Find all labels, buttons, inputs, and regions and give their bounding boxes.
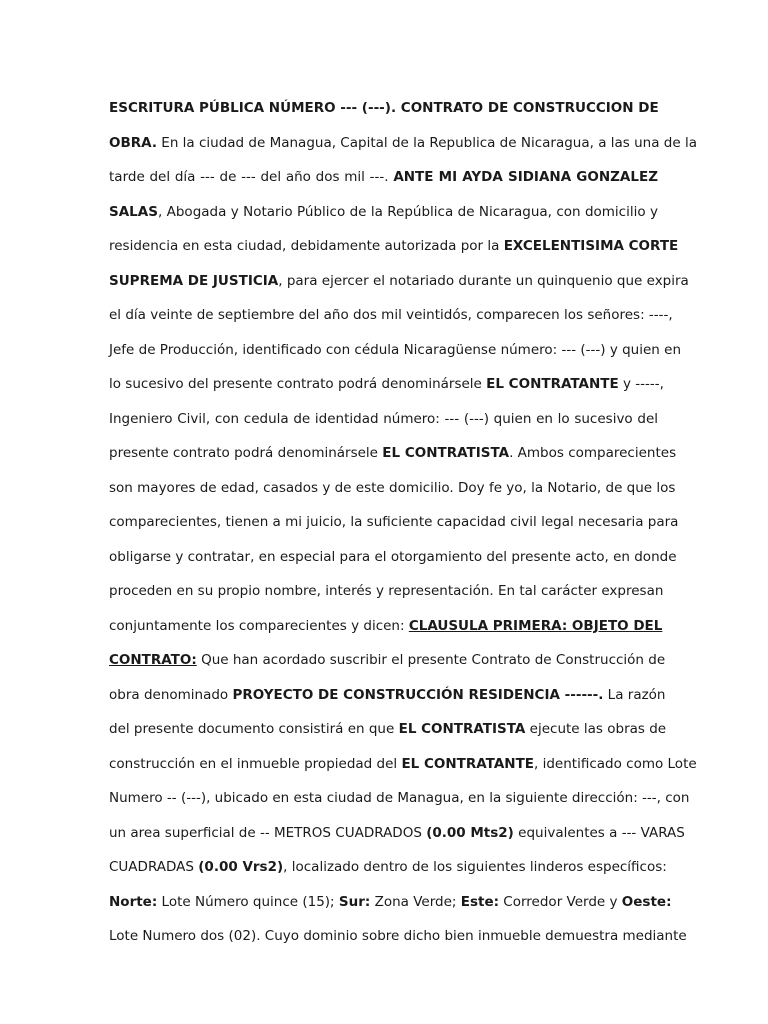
text-line	[109, 266, 689, 301]
text-line	[109, 818, 685, 853]
text-segment: comparecientes, tienen a mi juicio, la suficiente capacidad civil legal necesaria para	[109, 514, 679, 530]
text-line	[109, 93, 658, 128]
text-segment: son mayores de edad, casados y de este domicilio. Doy fe yo, la Notario, de que los	[109, 479, 676, 496]
text-line	[109, 576, 664, 611]
text-line	[109, 611, 663, 646]
text-segment: Lote Número quince (15);	[157, 893, 339, 910]
text-segment: presente contrato podrá denominársele	[109, 445, 383, 461]
text-line	[109, 542, 677, 577]
text-segment: obra denominado	[109, 686, 233, 703]
text-line	[109, 404, 658, 439]
text-segment: del presente documento consistirá en que	[109, 721, 399, 737]
bold-text-segment: Norte:	[109, 893, 158, 910]
bold-text-segment: PROYECTO DE CONSTRUCCIÓN RESIDENCIA ------.	[232, 686, 604, 703]
bold-text-segment: (0.00 Vrs2)	[198, 859, 284, 875]
text-line	[109, 369, 664, 404]
bold-text-segment: OBRA.	[109, 134, 157, 151]
bold-text-segment: CLAUSULA PRIMERA: OBJETO DEL	[408, 617, 663, 634]
text-line	[109, 645, 666, 680]
text-line	[109, 197, 658, 232]
text-segment: Jefe de Producción, identificado con cédula Nicaragüense número: --- (---) y quien en	[109, 341, 682, 358]
bold-text-segment: ANTE MI AYDA SIDIANA GONZALEZ	[393, 169, 658, 185]
text-segment: Lote Numero dos (02). Cuyo dominio sobre dicho bien inmueble demuestra mediante	[109, 928, 687, 944]
text-segment: lo sucesivo del presente contrato podrá denominársele	[109, 376, 487, 392]
bold-text-segment: EL CONTRATISTA	[382, 445, 510, 461]
text-line	[109, 507, 679, 542]
bold-text-segment: SUPREMA DE JUSTICIA	[109, 272, 279, 289]
text-segment: tarde del día --- de --- del año dos mil ---.	[109, 169, 394, 185]
bold-text-segment: EL CONTRATANTE	[401, 755, 535, 772]
bold-text-segment: EL CONTRATISTA	[398, 721, 526, 737]
text-segment: un area superficial de -- METROS CUADRADOS	[109, 824, 427, 841]
text-segment: En la ciudad de Managua, Capital de la Republica de Nicaragua, a las una de la	[157, 134, 697, 151]
bold-text-segment: Sur:	[338, 893, 371, 910]
text-segment: , para ejercer el notariado durante un quinquenio que expira	[278, 272, 689, 289]
text-segment: el día veinte de septiembre del año dos mil veintidós, comparecen los señores: ----,	[109, 307, 673, 323]
text-line	[109, 852, 667, 887]
text-segment: , identificado como Lote	[534, 755, 697, 772]
text-segment: Que han acordado suscribir el presente Contrato de Construcción de	[196, 652, 666, 668]
text-line	[109, 749, 697, 784]
text-line	[109, 438, 677, 473]
bold-text-segment: Este:	[460, 893, 500, 910]
text-line	[109, 783, 690, 818]
text-segment: La razón	[603, 686, 666, 703]
text-segment: conjuntamente los comparecientes y dicen:	[109, 617, 409, 634]
bold-text-segment: EXCELENTISIMA CORTE	[503, 238, 679, 254]
text-line	[109, 128, 697, 163]
text-line	[109, 300, 673, 335]
text-segment: Numero -- (---), ubicado en esta ciudad de Managua, en la siguiente dirección: ---, con	[109, 790, 690, 806]
text-line	[109, 473, 676, 508]
text-segment: CUADRADAS	[109, 859, 199, 875]
bold-text-segment: SALAS	[109, 203, 158, 220]
text-line	[109, 921, 687, 956]
text-segment: construcción en el inmueble propiedad del	[109, 755, 402, 772]
deed-text	[109, 93, 697, 956]
text-line	[109, 887, 672, 922]
text-segment: . Ambos comparecientes	[509, 445, 677, 461]
text-segment: obligarse y contratar, en especial para el otorgamiento del presente acto, en donde	[109, 548, 677, 565]
bold-text-segment: EL CONTRATANTE	[486, 376, 619, 392]
bold-text-segment: (0.00 Mts2)	[426, 824, 514, 841]
text-segment: Corredor Verde y	[499, 893, 622, 910]
text-line	[109, 335, 682, 370]
text-line	[109, 714, 667, 749]
text-segment: Ingeniero Civil, con cedula de identidad número: --- (---) quien en lo sucesivo del	[109, 410, 658, 427]
text-segment: equivalentes a --- VARAS	[513, 824, 685, 841]
text-segment: y -----,	[618, 376, 664, 392]
text-segment: ejecute las obras de	[525, 721, 667, 737]
text-segment: proceden en su propio nombre, interés y representación. En tal carácter expresan	[109, 583, 664, 599]
text-line	[109, 680, 666, 715]
bold-text-segment: CONTRATO:	[109, 652, 197, 668]
text-segment: residencia en esta ciudad, debidamente autorizada por la	[109, 238, 504, 254]
text-segment: Zona Verde;	[370, 893, 461, 910]
text-segment: , Abogada y Notario Público de la República de Nicaragua, con domicilio y	[157, 203, 658, 220]
bold-text-segment: ESCRITURA PÚBLICA NÚMERO --- (---). CONTRATO DE CONSTRUCCION DE	[109, 100, 659, 116]
text-line	[109, 231, 679, 266]
text-segment: , localizado dentro de los siguientes linderos específicos:	[283, 859, 667, 875]
text-line	[109, 162, 658, 197]
bold-text-segment: Oeste:	[621, 893, 672, 910]
